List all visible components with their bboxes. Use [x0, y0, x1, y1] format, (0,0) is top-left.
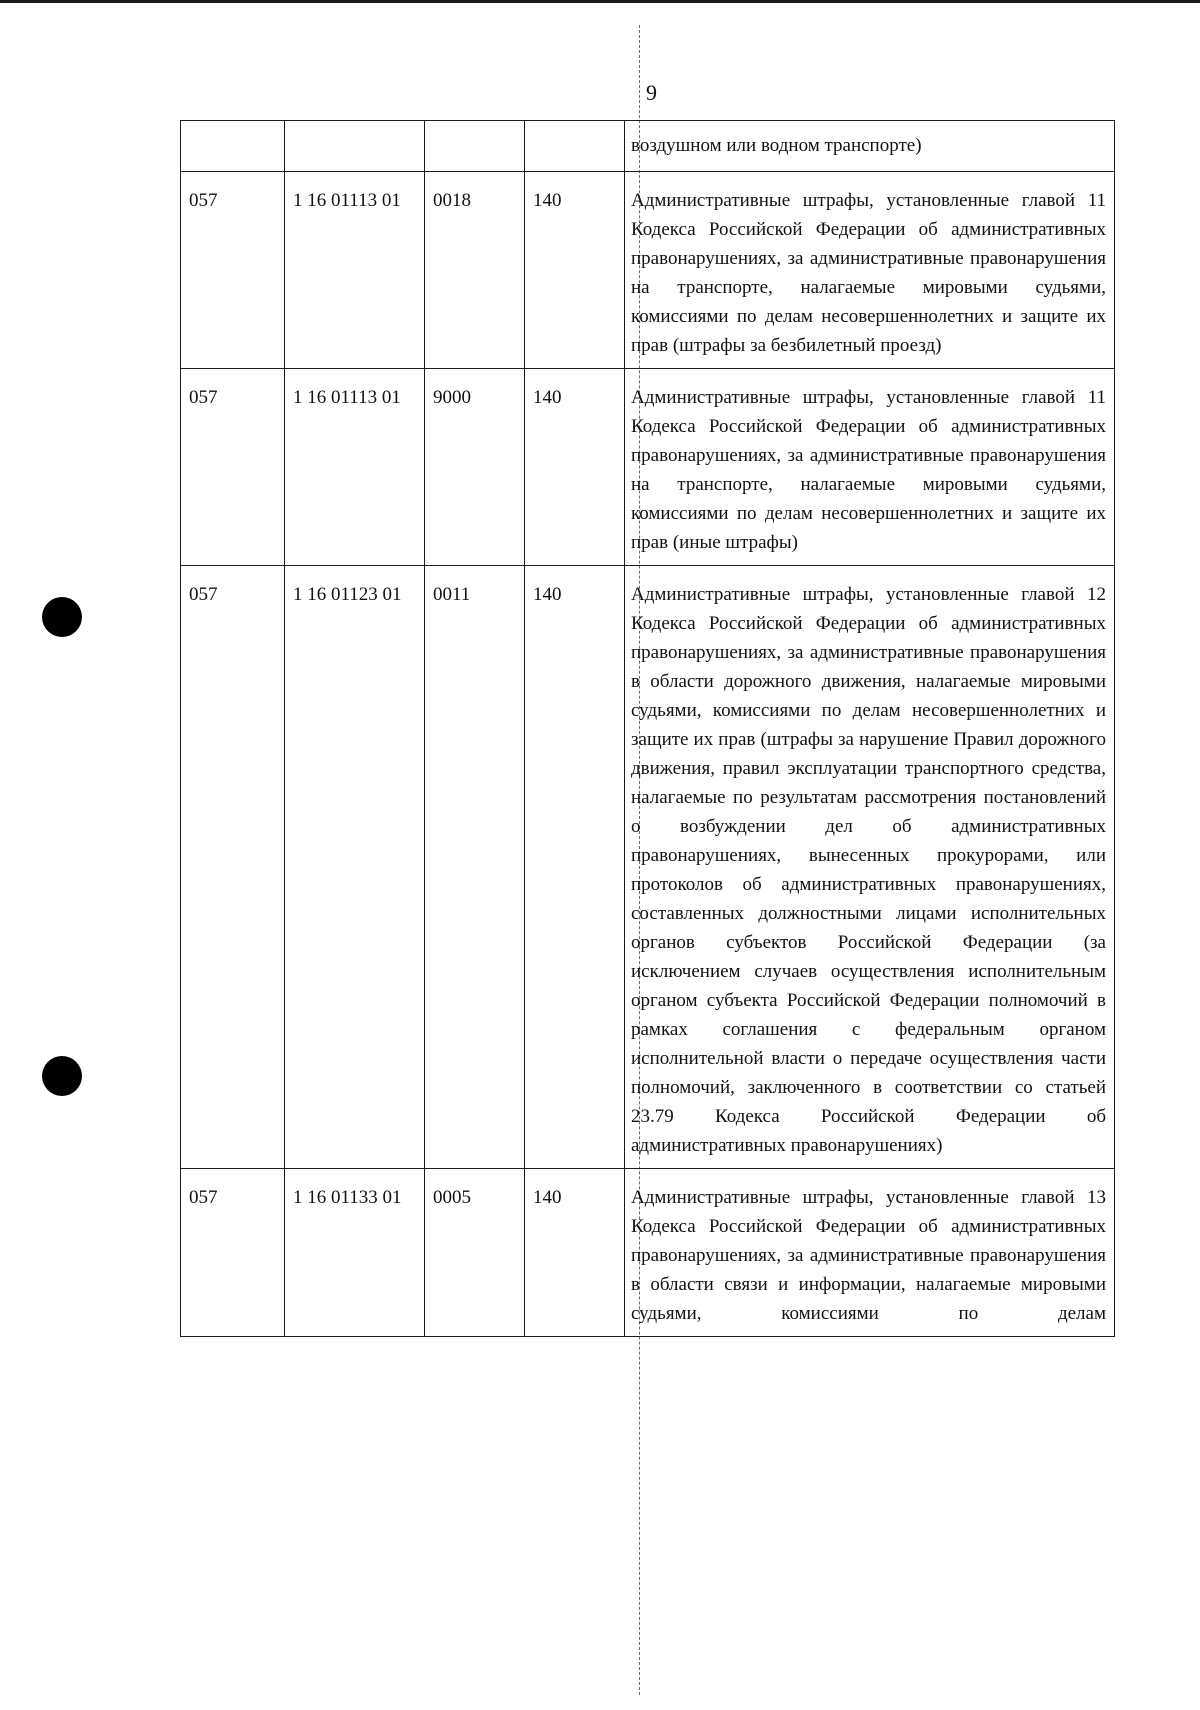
kind-code-cell: 140 — [525, 1169, 625, 1337]
sub-code-cell: 0018 — [425, 172, 525, 369]
empty-cell — [425, 121, 525, 172]
sub-code-cell: 0011 — [425, 566, 525, 1169]
description-cell: Административные штрафы, установленные главой 11 Кодекса Российской Федерации об административных правонарушениях, за административные правонарушения на транспорте, налагаемые мировыми судьями, комиссиями по делам несовершеннолетних и защите их прав (иные штрафы) — [625, 369, 1115, 566]
sub-code-cell: 0005 — [425, 1169, 525, 1337]
budget-code-cell: 1 16 01113 01 — [285, 369, 425, 566]
empty-cell — [181, 121, 285, 172]
sub-code-cell: 9000 — [425, 369, 525, 566]
page-number: 9 — [646, 80, 657, 105]
admin-code-cell: 057 — [181, 566, 285, 1169]
table-row — [181, 369, 1115, 566]
empty-cell — [525, 121, 625, 172]
admin-code-cell: 057 — [181, 369, 285, 566]
punch-hole-mark — [42, 1056, 82, 1096]
description-cell: Административные штрафы, установленные главой 11 Кодекса Российской Федерации об административных правонарушениях, за административные правонарушения на транспорте, налагаемые мировыми судьями, комиссиями по делам несовершеннолетних и защите их прав (штрафы за безбилетный проезд) — [625, 172, 1115, 369]
budget-code-cell: 1 16 01113 01 — [285, 172, 425, 369]
continuation-text: воздушном или водном транспорте) — [625, 121, 1115, 172]
budget-code-cell: 1 16 01123 01 — [285, 566, 425, 1169]
kind-code-cell: 140 — [525, 369, 625, 566]
kind-code-cell: 140 — [525, 566, 625, 1169]
table-row-continuation — [181, 121, 1115, 172]
table-row — [181, 566, 1115, 1169]
punch-hole-mark — [42, 597, 82, 637]
description-cell: Административные штрафы, установленные главой 13 Кодекса Российской Федерации об административных правонарушениях, за административные правонарушения в области связи и информации, налагаемые мировыми судьями, комиссиями по делам — [625, 1169, 1115, 1337]
table-row — [181, 172, 1115, 369]
admin-code-cell: 057 — [181, 172, 285, 369]
empty-cell — [285, 121, 425, 172]
budget-code-cell: 1 16 01133 01 — [285, 1169, 425, 1337]
budget-codes-table — [180, 120, 1115, 1337]
kind-code-cell: 140 — [525, 172, 625, 369]
scan-top-edge — [0, 0, 1200, 3]
admin-code-cell: 057 — [181, 1169, 285, 1337]
table-row — [181, 1169, 1115, 1337]
description-cell: Административные штрафы, установленные главой 12 Кодекса Российской Федерации об административных правонарушениях, за административные правонарушения в области дорожного движения, налагаемые мировыми судьями, комиссиями по делам несовершеннолетних и защите их прав (штрафы за нарушение Правил дорожного движения, правил эксплуатации транспортного средства, налагаемые по результатам рассмотрения постановлений о возбуждении дел об административных правонарушениях, вынесенных прокурорами, или протоколов об административных правонарушениях, составленных должностными лицами исполнительных органов субъектов Российской Федерации (за исключением случаев осуществления исполнительным органом субъекта Российской Федерации полномочий в рамках соглашения с федеральным органом исполнительной власти о передаче осуществления части полномочий, заключенного в соответствии со статьей 23.79 Кодекса Российской Федерации об административных правонарушениях) — [625, 566, 1115, 1169]
